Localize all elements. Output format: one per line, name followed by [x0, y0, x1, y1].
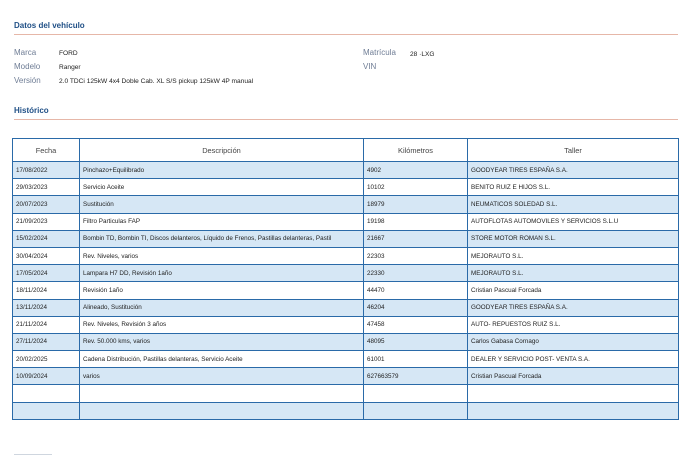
table-row — [13, 196, 679, 213]
km-cell: 627663579 — [364, 368, 468, 385]
column-header-kilometros: Kilómetros — [364, 139, 468, 162]
table-row — [13, 368, 679, 385]
km-cell: 44470 — [364, 282, 468, 299]
date-cell: 10/09/2024 — [13, 368, 80, 385]
km-cell: 22330 — [364, 265, 468, 282]
description-cell — [80, 402, 364, 419]
description-cell — [80, 385, 364, 402]
table-row — [13, 213, 679, 230]
km-cell: 61001 — [364, 351, 468, 368]
workshop-cell — [468, 402, 679, 419]
modelo-label: Modelo — [14, 62, 41, 71]
date-cell: 18/11/2024 — [13, 282, 80, 299]
km-cell: 19198 — [364, 213, 468, 230]
description-cell: Lampara H7 DD, Revisión 1año — [80, 265, 364, 282]
date-cell: 20/07/2023 — [13, 196, 80, 213]
description-cell: Rev. Niveles, varios — [80, 247, 364, 264]
table-row — [13, 402, 679, 419]
date-cell: 21/09/2023 — [13, 213, 80, 230]
marca-label: Marca — [14, 48, 37, 57]
date-cell: 21/11/2024 — [13, 316, 80, 333]
description-cell: Revisión 1año — [80, 282, 364, 299]
version-value: 2.0 TDCi 125kW 4x4 Doble Cab. XL S/S pickup 125kW 4P manual — [59, 78, 254, 85]
table-row — [13, 162, 679, 179]
description-cell: Rev. Niveles, Revisión 3 años — [80, 316, 364, 333]
km-cell — [364, 385, 468, 402]
description-cell: Alineado, Sustitución — [80, 299, 364, 316]
table-row — [13, 179, 679, 196]
description-cell: Pinchazo+Equilibrado — [80, 162, 364, 179]
workshop-cell: Carlos Gabasa Cornago — [468, 333, 679, 350]
table-row — [13, 230, 679, 247]
vin-label: VIN — [363, 62, 377, 71]
matricula-value: 28 ·LXG — [410, 51, 435, 58]
km-cell: 10102 — [364, 179, 468, 196]
history-table — [12, 138, 679, 420]
footer-divider — [14, 454, 52, 455]
table-row — [13, 265, 679, 282]
km-cell: 48095 — [364, 333, 468, 350]
workshop-cell: NEUMATICOS SOLEDAD S.L. — [468, 196, 679, 213]
workshop-cell: Cristian Pascual Forcada — [468, 368, 679, 385]
workshop-cell: BENITO RUIZ E HIJOS S.L. — [468, 179, 679, 196]
table-row — [13, 316, 679, 333]
date-cell: 29/03/2023 — [13, 179, 80, 196]
history-section-divider — [14, 119, 678, 120]
column-header-taller: Taller — [468, 139, 679, 162]
date-cell — [13, 385, 80, 402]
matricula-label: Matrícula — [363, 48, 396, 57]
workshop-cell: AUTOFLOTAS AUTOMOVILES Y SERVICIOS S.L.U — [468, 213, 679, 230]
description-cell: varios — [80, 368, 364, 385]
km-cell: 46204 — [364, 299, 468, 316]
version-label: Versión — [14, 76, 41, 85]
column-header-descripcion: Descripción — [80, 139, 364, 162]
history-header-row — [13, 139, 679, 162]
column-header-fecha: Fecha — [13, 139, 80, 162]
description-cell: Rev. 50.000 kms, varios — [80, 333, 364, 350]
workshop-cell: GOODYEAR TIRES ESPAÑA S.A. — [468, 299, 679, 316]
marca-value: FORD — [59, 50, 78, 57]
date-cell: 27/11/2024 — [13, 333, 80, 350]
modelo-value: Ranger — [59, 64, 81, 71]
vehicle-section-divider — [14, 34, 678, 35]
description-cell: Filtro Particulas FAP — [80, 213, 364, 230]
date-cell: 20/02/2025 — [13, 351, 80, 368]
date-cell: 15/02/2024 — [13, 230, 80, 247]
table-row — [13, 247, 679, 264]
km-cell: 21667 — [364, 230, 468, 247]
table-row — [13, 333, 679, 350]
km-cell: 4902 — [364, 162, 468, 179]
table-row — [13, 351, 679, 368]
workshop-cell: Cristian Pascual Forcada — [468, 282, 679, 299]
workshop-cell: MEJORAUTO S.L. — [468, 265, 679, 282]
vehicle-section-title: Datos del vehículo — [14, 21, 85, 30]
description-cell: Cadena Distribución, Pastillas delanteras, Servicio Aceite — [80, 351, 364, 368]
km-cell — [364, 402, 468, 419]
description-cell: Sustitución — [80, 196, 364, 213]
date-cell: 30/04/2024 — [13, 247, 80, 264]
date-cell: 13/11/2024 — [13, 299, 80, 316]
workshop-cell: STORE MOTOR ROMAN S.L. — [468, 230, 679, 247]
table-row — [13, 282, 679, 299]
km-cell: 22303 — [364, 247, 468, 264]
history-section-title: Histórico — [14, 106, 49, 115]
date-cell — [13, 402, 80, 419]
workshop-cell: DEALER Y SERVICIO POST- VENTA S.A. — [468, 351, 679, 368]
description-cell: Servicio Aceite — [80, 179, 364, 196]
description-cell: Bombin TD, Bombin TI, Discos delanteros, Líquido de Frenos, Pastillas delanteras, Pastil — [80, 230, 364, 247]
date-cell: 17/08/2022 — [13, 162, 80, 179]
workshop-cell: MEJORAUTO S.L. — [468, 247, 679, 264]
workshop-cell: GOODYEAR TIRES ESPAÑA S.A. — [468, 162, 679, 179]
workshop-cell: AUTO- REPUESTOS RUIZ S.L. — [468, 316, 679, 333]
date-cell: 17/05/2024 — [13, 265, 80, 282]
table-row — [13, 385, 679, 402]
table-row — [13, 299, 679, 316]
workshop-cell — [468, 385, 679, 402]
km-cell: 47458 — [364, 316, 468, 333]
km-cell: 18979 — [364, 196, 468, 213]
